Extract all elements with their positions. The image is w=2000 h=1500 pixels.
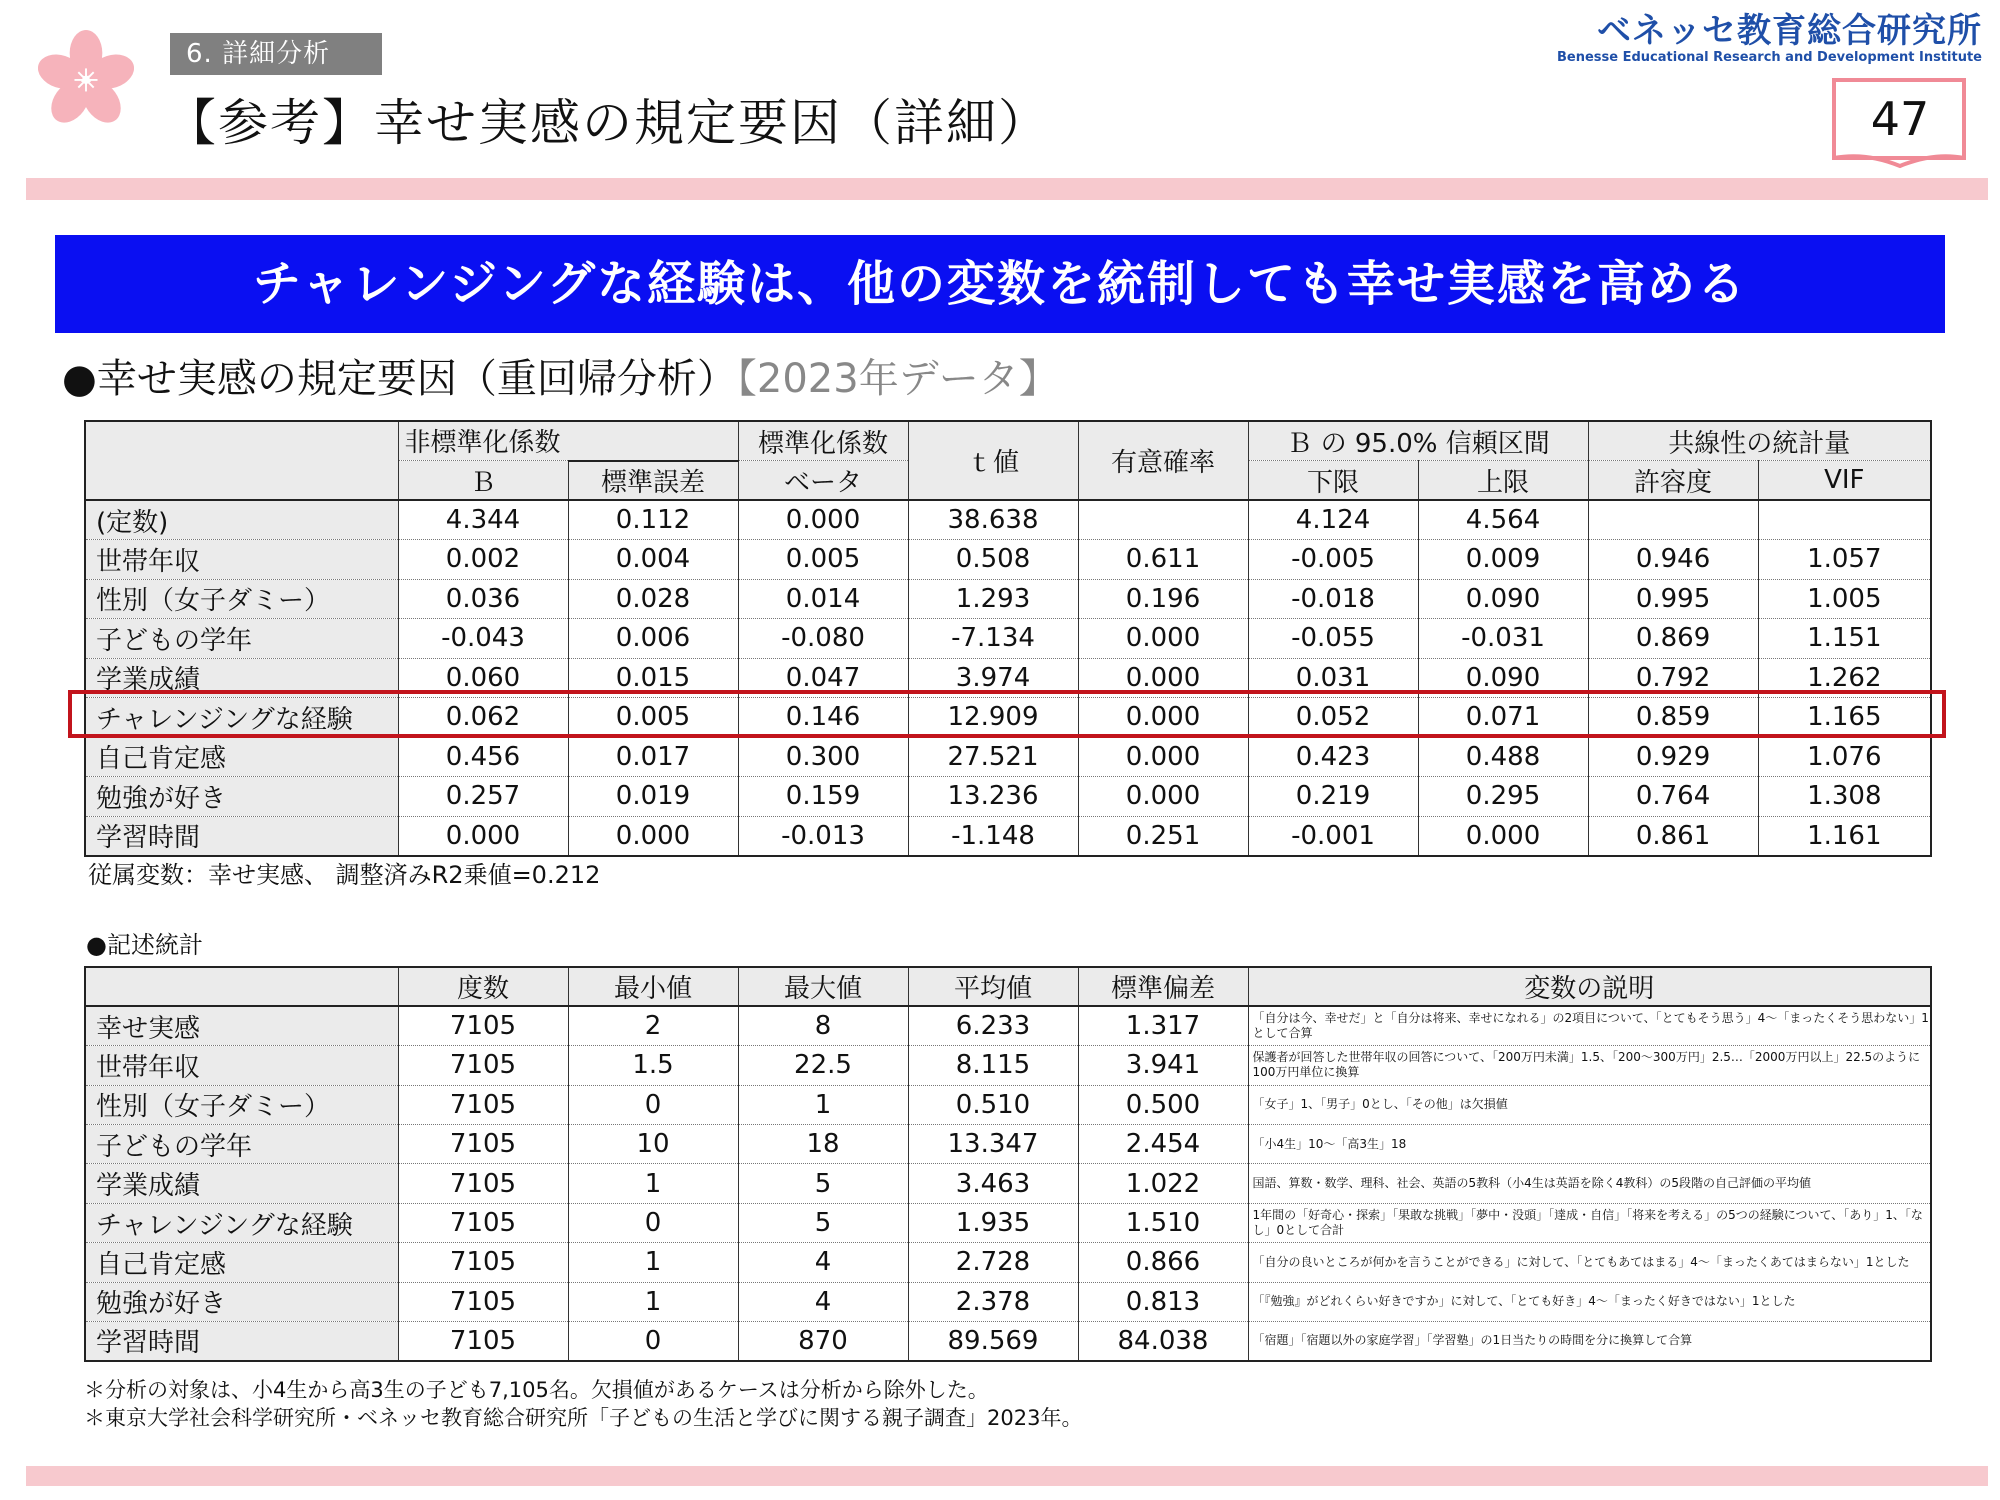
cell-p: 0.000	[1078, 777, 1248, 817]
cell-lower: 0.052	[1248, 698, 1418, 738]
cell-max: 4	[738, 1243, 908, 1282]
header-count: 度数	[398, 967, 568, 1006]
table-row	[85, 1243, 1931, 1282]
cell-description: 「自分の良いところが何かを言うことができる」に対して、「とてもあてはまる」4～「まったくあてはまらない」1とした	[1248, 1243, 1931, 1282]
cell-beta: 0.000	[738, 500, 908, 540]
cell-beta: 0.014	[738, 579, 908, 619]
cell-p: 0.000	[1078, 737, 1248, 777]
cell-tol: 0.995	[1588, 579, 1758, 619]
cell-upper: 0.000	[1418, 816, 1588, 856]
cell-se: 0.017	[568, 737, 738, 777]
cell-vif: 1.005	[1758, 579, 1931, 619]
header-sd: 標準偏差	[1078, 967, 1248, 1006]
cell-mean: 3.463	[908, 1164, 1078, 1203]
table-row	[85, 1282, 1931, 1321]
cell-n: 7105	[398, 1085, 568, 1124]
cell-mean: 2.378	[908, 1282, 1078, 1321]
cell-vif	[1758, 500, 1931, 540]
table-row	[85, 1085, 1931, 1124]
cell-beta: -0.013	[738, 816, 908, 856]
cell-sd: 0.500	[1078, 1085, 1248, 1124]
cell-n: 7105	[398, 1203, 568, 1242]
cell-b: 4.344	[398, 500, 568, 540]
table-row	[85, 540, 1931, 580]
header-min: 最小値	[568, 967, 738, 1006]
cell-min: 0	[568, 1085, 738, 1124]
section-tag: 6. 詳細分析	[170, 33, 382, 75]
cell-lower: 0.219	[1248, 777, 1418, 817]
cell-se: 0.005	[568, 698, 738, 738]
cell-se: 0.000	[568, 816, 738, 856]
cell-lower: 4.124	[1248, 500, 1418, 540]
cell-t: 0.508	[908, 540, 1078, 580]
cell-tol: 0.869	[1588, 619, 1758, 659]
cell-b: 0.036	[398, 579, 568, 619]
regression-table	[84, 420, 1932, 857]
cell-b: 0.002	[398, 540, 568, 580]
cell-b: 0.062	[398, 698, 568, 738]
cell-se: 0.006	[568, 619, 738, 659]
brand-name-jp: ベネッセ教育総合研究所	[1597, 11, 1982, 51]
row-label: 学習時間	[85, 816, 398, 856]
row-label: 学業成績	[85, 658, 398, 698]
cell-sd: 0.813	[1078, 1282, 1248, 1321]
row-label: 幸せ実感	[85, 1006, 398, 1045]
page-title: 【参考】幸せ実感の規定要因（詳細）	[166, 94, 1050, 152]
cell-n: 7105	[398, 1164, 568, 1203]
cell-upper: 0.090	[1418, 579, 1588, 619]
cell-mean: 13.347	[908, 1125, 1078, 1164]
cell-min: 1	[568, 1164, 738, 1203]
cell-se: 0.015	[568, 658, 738, 698]
cell-tol: 0.946	[1588, 540, 1758, 580]
cell-n: 7105	[398, 1046, 568, 1085]
cell-p	[1078, 500, 1248, 540]
cell-p: 0.611	[1078, 540, 1248, 580]
row-label: 勉強が好き	[85, 777, 398, 817]
cell-description: 「宿題」「宿題以外の家庭学習」「学習塾」の1日当たりの時間を分に換算して合算	[1248, 1322, 1931, 1361]
cell-tol: 0.929	[1588, 737, 1758, 777]
cell-description: 「自分は今、幸せだ」と「自分は将来、幸せになれる」の2項目について、「とてもそう思う」4～「まったくそう思わない」1として合算	[1248, 1006, 1931, 1045]
cell-min: 1.5	[568, 1046, 738, 1085]
regression-section-title	[62, 352, 1059, 406]
cell-max: 5	[738, 1203, 908, 1242]
table-row	[85, 737, 1931, 777]
table-row	[85, 1322, 1931, 1361]
cell-se: 0.028	[568, 579, 738, 619]
cell-upper: 0.488	[1418, 737, 1588, 777]
footer-divider	[26, 1466, 1988, 1486]
table-row	[85, 777, 1931, 817]
notes	[84, 1376, 1082, 1432]
header-b: Ｂ	[398, 461, 568, 501]
header-t-value: ｔ値	[908, 421, 1078, 500]
table-row	[85, 500, 1931, 540]
cell-tol: 0.861	[1588, 816, 1758, 856]
cell-t: 1.293	[908, 579, 1078, 619]
cell-description: 国語、算数・数学、理科、社会、英語の5教科（小4生は英語を除く4教科）の5段階の自己評価の平均値	[1248, 1164, 1931, 1203]
row-label: チャレンジングな経験	[85, 698, 398, 738]
cell-max: 1	[738, 1085, 908, 1124]
row-label: (定数)	[85, 500, 398, 540]
cell-lower: 0.031	[1248, 658, 1418, 698]
cell-sd: 2.454	[1078, 1125, 1248, 1164]
header-confidence-interval: Ｂ の 95.0% 信頼区間	[1248, 421, 1588, 461]
cell-n: 7105	[398, 1282, 568, 1321]
table-row	[85, 816, 1931, 856]
cell-t: 12.909	[908, 698, 1078, 738]
cell-t: 38.638	[908, 500, 1078, 540]
cell-min: 0	[568, 1203, 738, 1242]
cell-tol: 0.764	[1588, 777, 1758, 817]
cell-b: 0.060	[398, 658, 568, 698]
cell-upper: 0.090	[1418, 658, 1588, 698]
cell-t: -1.148	[908, 816, 1078, 856]
header-collinearity: 共線性の統計量	[1588, 421, 1931, 461]
cell-lower: 0.423	[1248, 737, 1418, 777]
header-significance: 有意確率	[1078, 421, 1248, 500]
cell-n: 7105	[398, 1125, 568, 1164]
cell-upper: 4.564	[1418, 500, 1588, 540]
cell-n: 7105	[398, 1243, 568, 1282]
table-corner	[85, 421, 398, 500]
cell-beta: 0.005	[738, 540, 908, 580]
header-standardized: 標準化係数	[738, 421, 908, 461]
cell-sd: 84.038	[1078, 1322, 1248, 1361]
cell-mean: 89.569	[908, 1322, 1078, 1361]
cell-t: 27.521	[908, 737, 1078, 777]
cell-mean: 2.728	[908, 1243, 1078, 1282]
cell-beta: 0.300	[738, 737, 908, 777]
header-mean: 平均値	[908, 967, 1078, 1006]
table-row	[85, 1006, 1931, 1045]
row-label: チャレンジングな経験	[85, 1203, 398, 1242]
cell-min: 1	[568, 1282, 738, 1321]
cell-se: 0.004	[568, 540, 738, 580]
cell-sd: 1.317	[1078, 1006, 1248, 1045]
cell-t: 13.236	[908, 777, 1078, 817]
header-description: 変数の説明	[1248, 967, 1931, 1006]
brand-logo	[1557, 10, 1982, 66]
table-row	[85, 579, 1931, 619]
cell-description: 「『勉強』がどれくらい好きですか」に対して、「とても好き」4～「まったく好きではない」1とした	[1248, 1282, 1931, 1321]
header-divider	[26, 178, 1988, 200]
header-unstandardized: 非標準化係数	[398, 421, 738, 461]
table-row	[85, 1203, 1931, 1242]
cell-p: 0.196	[1078, 579, 1248, 619]
cell-max: 22.5	[738, 1046, 908, 1085]
data-year-label: 【2023年データ】	[736, 356, 1059, 402]
table-row	[85, 619, 1931, 659]
descriptive-section-title: ●記述統計	[86, 931, 203, 959]
cell-beta: 0.146	[738, 698, 908, 738]
cell-t: -7.134	[908, 619, 1078, 659]
sakura-logo-icon	[38, 30, 134, 126]
regression-title-text: ●幸せ実感の規定要因（重回帰分析）	[62, 356, 737, 402]
header-tolerance: 許容度	[1588, 461, 1758, 501]
table-corner	[85, 967, 398, 1006]
cell-min: 2	[568, 1006, 738, 1045]
cell-upper: 0.071	[1418, 698, 1588, 738]
highlight-challenging-row	[68, 690, 1946, 738]
cell-mean: 0.510	[908, 1085, 1078, 1124]
cell-description: 「小4生」10～「高3生」18	[1248, 1125, 1931, 1164]
row-label: 世帯年収	[85, 1046, 398, 1085]
page-number: 47	[1870, 92, 1930, 146]
cell-lower: -0.018	[1248, 579, 1418, 619]
table-row	[85, 1164, 1931, 1203]
row-label: 勉強が好き	[85, 1282, 398, 1321]
cell-upper: -0.031	[1418, 619, 1588, 659]
cell-sd: 0.866	[1078, 1243, 1248, 1282]
row-label: 世帯年収	[85, 540, 398, 580]
cell-beta: 0.047	[738, 658, 908, 698]
cell-p: 0.000	[1078, 698, 1248, 738]
cell-mean: 6.233	[908, 1006, 1078, 1045]
row-label: 子どもの学年	[85, 619, 398, 659]
cell-description: 「女子」1、「男子」0とし、「その他」は欠損値	[1248, 1085, 1931, 1124]
cell-vif: 1.308	[1758, 777, 1931, 817]
cell-description: 1年間の「好奇心・探索」「果敢な挑戦」「夢中・没頭」「達成・自信」「将来を考える」の5つの経験について、「あり」1、「なし」0として合計	[1248, 1203, 1931, 1242]
cell-se: 0.019	[568, 777, 738, 817]
cell-tol: 0.792	[1588, 658, 1758, 698]
cell-p: 0.000	[1078, 619, 1248, 659]
header-max: 最大値	[738, 967, 908, 1006]
cell-b: -0.043	[398, 619, 568, 659]
row-label: 子どもの学年	[85, 1125, 398, 1164]
table-row	[85, 1125, 1931, 1164]
table-row	[85, 1046, 1931, 1085]
cell-p: 0.251	[1078, 816, 1248, 856]
cell-vif: 1.151	[1758, 619, 1931, 659]
cell-vif: 1.262	[1758, 658, 1931, 698]
cell-se: 0.112	[568, 500, 738, 540]
cell-max: 4	[738, 1282, 908, 1321]
cell-sd: 3.941	[1078, 1046, 1248, 1085]
brand-name-en: Benesse Educational Research and Development Institute	[1556, 50, 1982, 65]
cell-b: 0.000	[398, 816, 568, 856]
row-label: 性別（女子ダミー）	[85, 579, 398, 619]
cell-max: 870	[738, 1322, 908, 1361]
cell-b: 0.257	[398, 777, 568, 817]
header-upper: 上限	[1418, 461, 1588, 501]
cell-upper: 0.295	[1418, 777, 1588, 817]
row-label: 性別（女子ダミー）	[85, 1085, 398, 1124]
cell-lower: -0.001	[1248, 816, 1418, 856]
cell-lower: -0.055	[1248, 619, 1418, 659]
cell-vif: 1.165	[1758, 698, 1931, 738]
cell-t: 3.974	[908, 658, 1078, 698]
cell-p: 0.000	[1078, 658, 1248, 698]
headline-banner: チャレンジングな経験は、他の変数を統制しても幸せ実感を高める	[55, 235, 1945, 333]
cell-n: 7105	[398, 1006, 568, 1045]
cell-max: 18	[738, 1125, 908, 1164]
cell-vif: 1.076	[1758, 737, 1931, 777]
cell-description: 保護者が回答した世帯年収の回答について、「200万円未満」1.5、「200～300万円」2.5…「2000万円以上」22.5のように100万円単位に換算	[1248, 1046, 1931, 1085]
row-label: 学習時間	[85, 1322, 398, 1361]
cell-min: 1	[568, 1243, 738, 1282]
cell-sd: 1.510	[1078, 1203, 1248, 1242]
row-label: 自己肯定感	[85, 1243, 398, 1282]
cell-sd: 1.022	[1078, 1164, 1248, 1203]
cell-max: 5	[738, 1164, 908, 1203]
cell-beta: 0.159	[738, 777, 908, 817]
row-label: 学業成績	[85, 1164, 398, 1203]
cell-mean: 8.115	[908, 1046, 1078, 1085]
header-vif: VIF	[1758, 461, 1931, 501]
cell-beta: -0.080	[738, 619, 908, 659]
cell-tol	[1588, 500, 1758, 540]
cell-min: 0	[568, 1322, 738, 1361]
note-sample: ＊分析の対象は、小4生から高3生の子ども7,105名。欠損値があるケースは分析から除外した。	[84, 1378, 989, 1402]
cell-b: 0.456	[398, 737, 568, 777]
cell-upper: 0.009	[1418, 540, 1588, 580]
cell-vif: 1.161	[1758, 816, 1931, 856]
dependent-variable-note: 従属変数：幸せ実感、 調整済みR2乗値=0.212	[88, 861, 601, 889]
cell-n: 7105	[398, 1322, 568, 1361]
cell-vif: 1.057	[1758, 540, 1931, 580]
header-lower: 下限	[1248, 461, 1418, 501]
row-label: 自己肯定感	[85, 737, 398, 777]
cell-min: 10	[568, 1125, 738, 1164]
note-source: ＊東京大学社会科学研究所・ベネッセ教育総合研究所「子どもの生活と学びに関する親子調査」2023年。	[84, 1406, 1083, 1430]
header-beta: ベータ	[738, 461, 908, 501]
cell-lower: -0.005	[1248, 540, 1418, 580]
descriptive-table	[84, 966, 1932, 1362]
cell-tol: 0.859	[1588, 698, 1758, 738]
cell-max: 8	[738, 1006, 908, 1045]
header-std-error: 標準誤差	[568, 461, 738, 501]
cell-mean: 1.935	[908, 1203, 1078, 1242]
